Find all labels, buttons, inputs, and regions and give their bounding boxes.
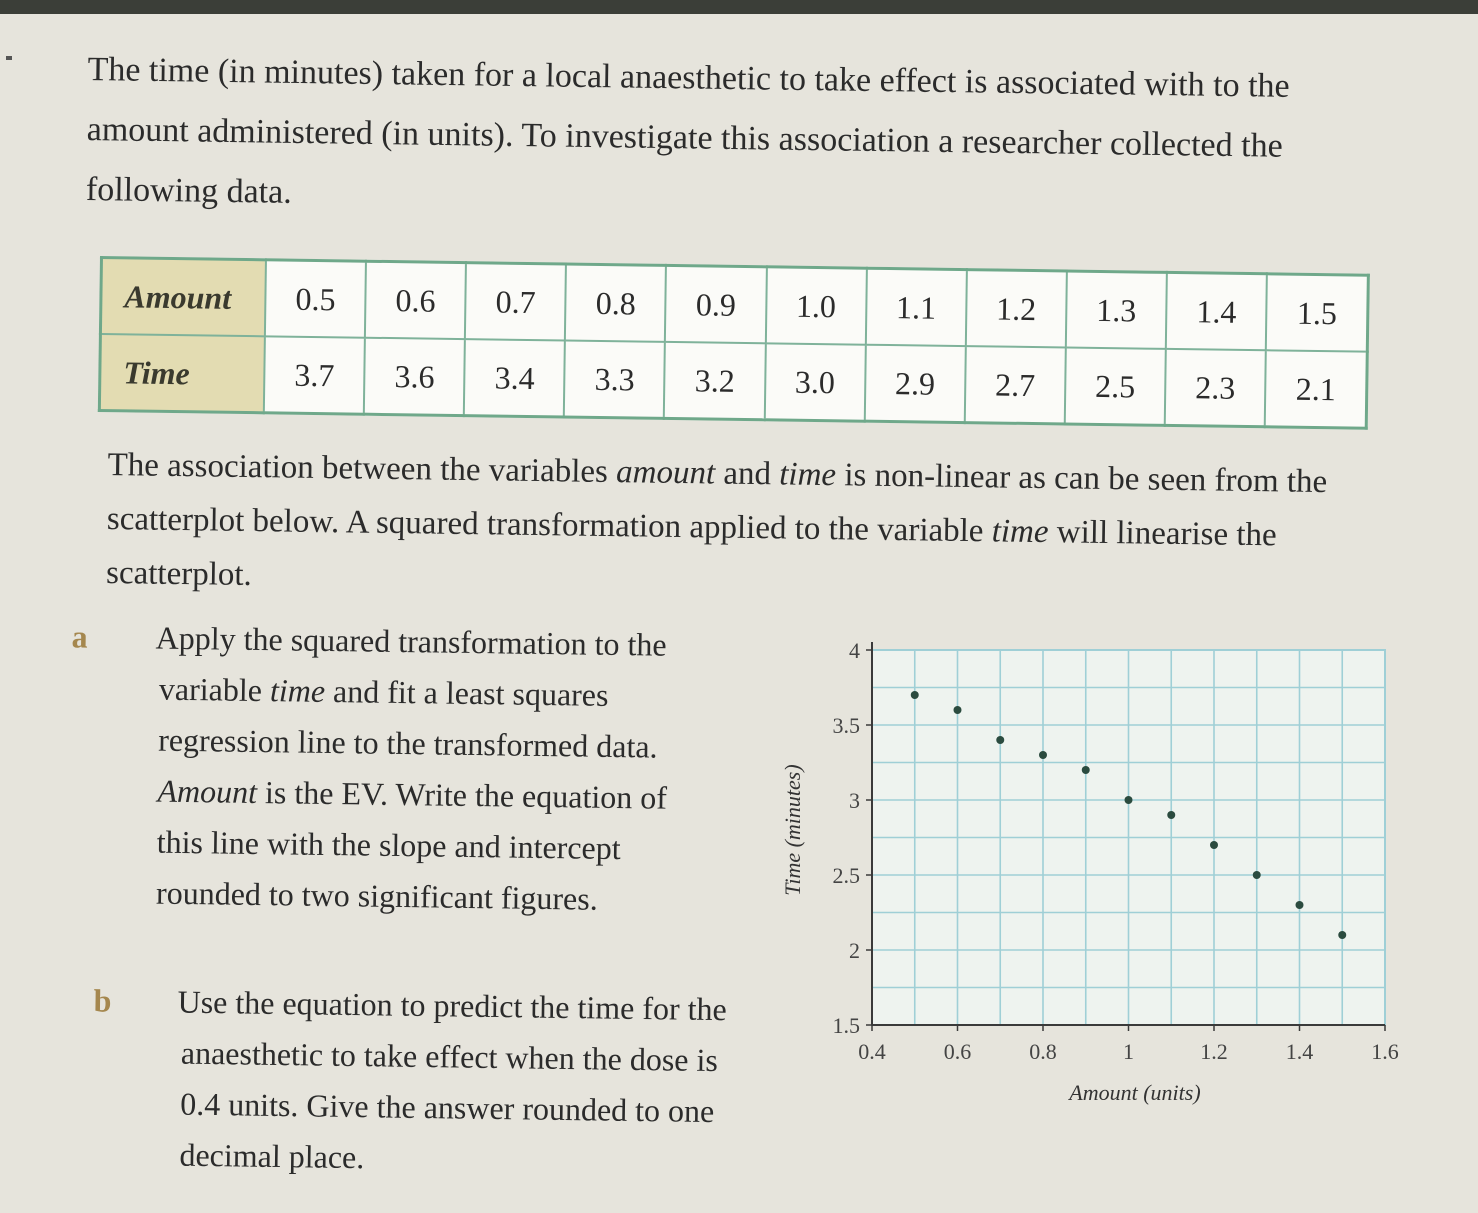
data-point: [954, 706, 962, 714]
y-axis-label: Time (minutes): [780, 764, 805, 896]
y-tick-label: 3: [849, 788, 860, 813]
x-tick-label: 0.8: [1029, 1039, 1057, 1064]
association-text-3: is non-linear as can be seen from the scatterplot below. A squared transformation applied to the variable: [106, 457, 1328, 550]
question-b: [93, 976, 742, 1188]
variable-amount: Amount: [157, 772, 258, 810]
data-point: [1082, 766, 1090, 774]
time-cell: 3.7: [264, 336, 365, 414]
intro-paragraph: The time (in minutes) taken for a local anaesthetic to take effect is associated with to the amount administered (in units). To investigate this association a researcher collected the following data.: [85, 50, 1290, 211]
row-label-amount: Amount: [100, 258, 266, 337]
question-a-text-2: and fit a least squares regression line to the transformed data.: [157, 672, 658, 765]
data-point: [1253, 871, 1261, 879]
variable-time: time: [779, 456, 837, 494]
x-tick-label: 1.4: [1285, 1039, 1314, 1064]
x-tick-labels: [858, 1039, 1399, 1064]
question-a-text-1: Apply the squared transformation to the variable: [155, 619, 667, 709]
time-cell: 2.3: [1165, 349, 1266, 427]
association-text-1: The association between the variables: [107, 446, 617, 491]
question-b-letter: b: [93, 982, 112, 1019]
time-cell: 3.4: [464, 339, 565, 417]
association-text-4: will linearise the scatterplot.: [105, 514, 1277, 594]
association-paragraph: [106, 438, 1383, 618]
time-cell: 2.7: [965, 346, 1066, 424]
table-row-time: [99, 334, 1367, 428]
x-tick-label: 1.2: [1200, 1039, 1228, 1064]
variable-time: time: [269, 672, 326, 709]
amount-cell: 1.0: [765, 267, 866, 345]
scatterplot: [760, 600, 1400, 1120]
top-edge-bar: [0, 0, 1478, 14]
data-point: [1210, 841, 1218, 849]
amount-cell: 0.8: [565, 264, 666, 342]
amount-cell: 1.4: [1166, 272, 1267, 350]
data-point: [1167, 811, 1175, 819]
x-tick-label: 1.6: [1371, 1039, 1399, 1064]
y-tick-label: 4: [849, 638, 860, 663]
data-point: [1338, 931, 1346, 939]
margin-bullet: [6, 56, 12, 60]
amount-cell: 1.3: [1066, 271, 1167, 349]
y-tick-label: 2.5: [832, 863, 860, 888]
x-axis-label: Amount (units): [1069, 1080, 1201, 1105]
amount-cell: 0.6: [365, 261, 466, 339]
amount-cell: 1.2: [966, 270, 1067, 348]
association-text-2: and: [714, 455, 780, 493]
time-cell: 3.3: [564, 341, 665, 419]
variable-time: time: [991, 513, 1049, 551]
time-cell: 2.9: [864, 345, 965, 423]
data-point: [1296, 901, 1304, 909]
question-a: [71, 612, 720, 926]
chart-grid: [872, 650, 1385, 1025]
time-cell: 3.6: [364, 338, 465, 416]
y-tick-labels: [833, 638, 861, 1038]
variable-amount: amount: [615, 454, 716, 492]
y-tick-label: 2: [849, 938, 860, 963]
y-tick-label: 1.5: [832, 1013, 860, 1038]
amount-cell: 1.1: [865, 268, 966, 346]
data-point: [996, 736, 1004, 744]
row-label-time: Time: [99, 334, 265, 413]
data-point: [1039, 751, 1047, 759]
amount-cell: 1.5: [1266, 274, 1368, 352]
data-point: [911, 691, 919, 699]
time-cell: 3.0: [764, 343, 865, 421]
x-tick-label: 0.6: [943, 1039, 972, 1064]
data-point: [1125, 796, 1133, 804]
question-a-text-3: is the EV. Write the equation of this line with the slope and intercept rounded to two significant figures.: [155, 773, 668, 917]
data-table: [98, 256, 1370, 430]
time-cell: 2.1: [1265, 350, 1367, 428]
amount-cell: 0.5: [265, 260, 366, 338]
question-b-text: Use the equation to predict the time for the anaesthetic to take effect when the dose is 0.4 units. Give the answer rounded to one decimal place.: [177, 983, 728, 1176]
question-a-letter: a: [71, 618, 88, 655]
x-tick-label: 1: [1123, 1039, 1134, 1064]
x-tick-label: 0.4: [858, 1039, 886, 1064]
time-cell: 3.2: [664, 342, 765, 420]
amount-cell: 0.9: [665, 265, 766, 343]
time-cell: 2.5: [1065, 347, 1166, 425]
amount-cell: 0.7: [465, 263, 566, 341]
y-tick-label: 3.5: [832, 713, 860, 738]
